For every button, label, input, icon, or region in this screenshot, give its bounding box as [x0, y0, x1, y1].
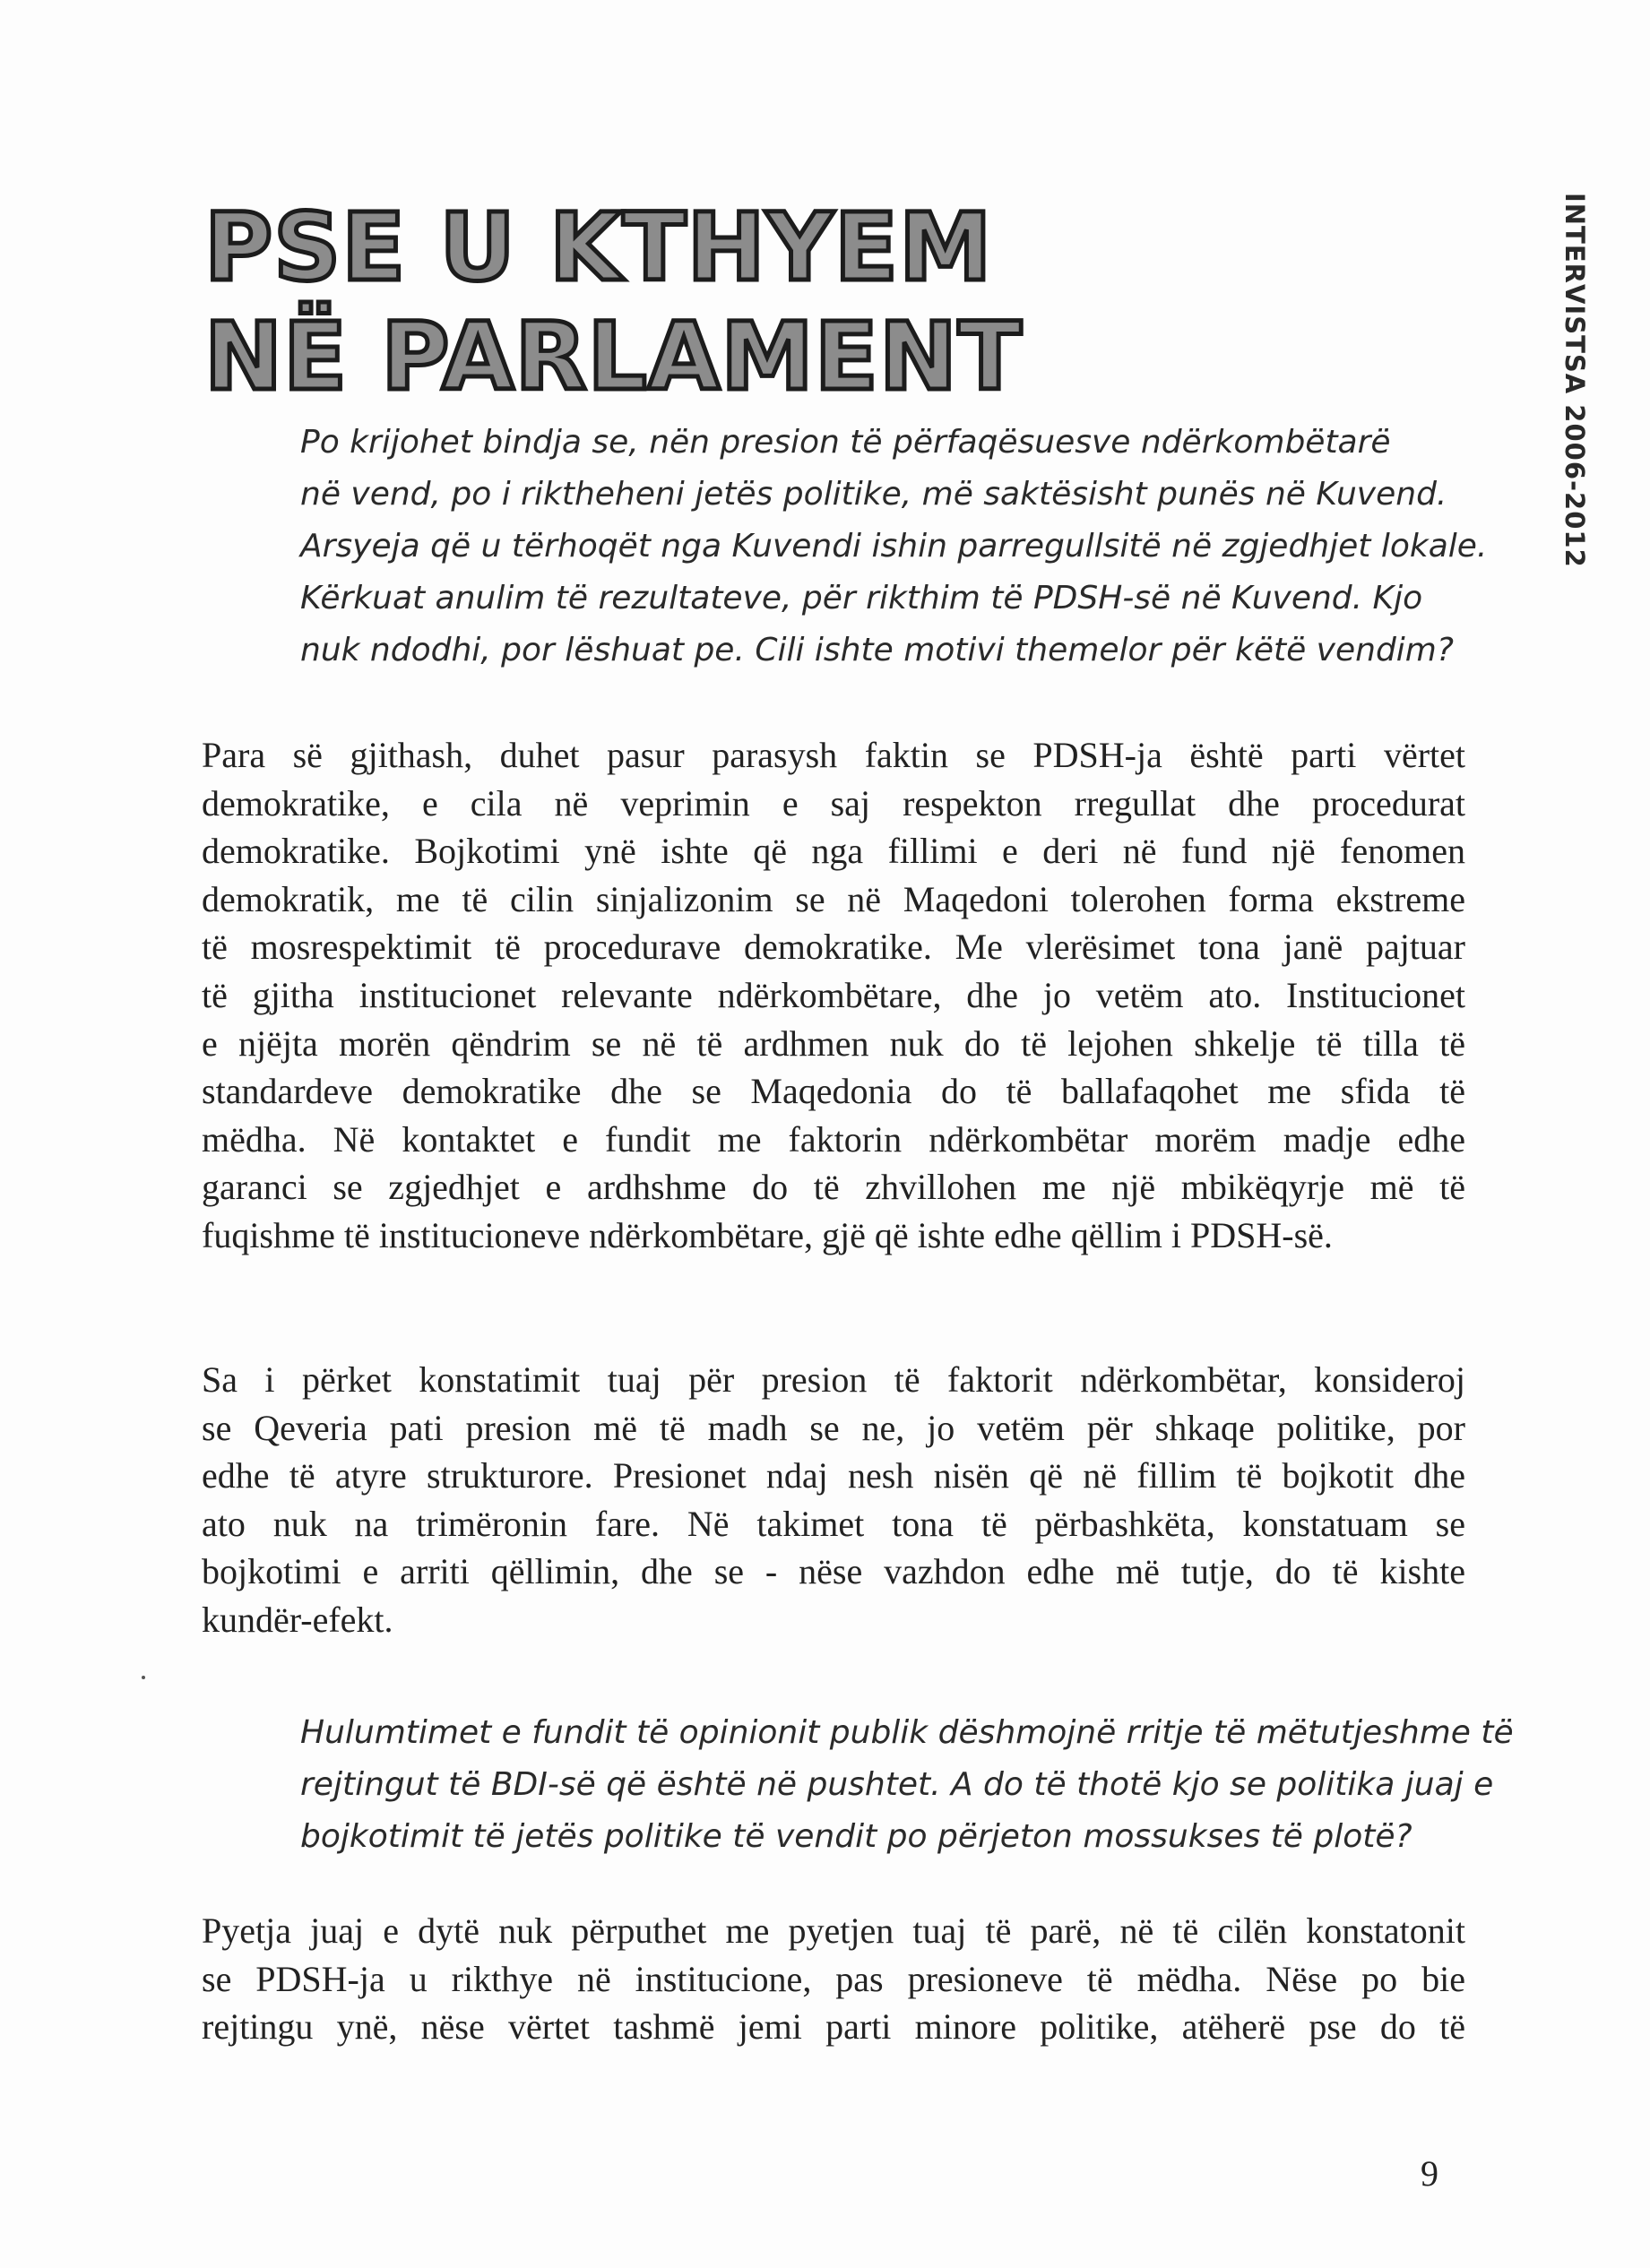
- stray-mark: [142, 1676, 145, 1679]
- answer-line: edhe të atyre strukturore. Presionet ndaj nesh nisën që në fillim të bojkotit dhe: [202, 1455, 1465, 1496]
- question-line: bojkotimit të jetës politike të vendit po përjeton mossukses të plotë?: [300, 1818, 1412, 1855]
- answer-line: kundër-efekt.: [202, 1599, 393, 1640]
- chapter-title-line-2: NË PARLAMENT: [204, 302, 1023, 411]
- interview-question-2: [300, 1707, 1514, 1863]
- answer-line: bojkotimi e arriti qëllimin, dhe se - nëse vazhdon edhe më tutje, do të kishte: [202, 1551, 1465, 1592]
- answer-line: ato nuk na trimëronin fare. Në takimet tona të përbashkëta, konstatuam se: [202, 1503, 1465, 1544]
- chapter-title-line-1: PSE U KTHYEM: [204, 193, 993, 302]
- question-line: Arsyeja që u tërhoqët nga Kuvendi ishin parregullsitë në zgjedhjet lokale.: [300, 528, 1488, 565]
- question-line: nuk ndodhi, por lëshuat pe. Cili ishte motivi themelor për këtë vendim?: [300, 632, 1454, 668]
- answer-line: se Qeveria pati presion më të madh se ne, jo vetëm për shkaqe politike, por: [202, 1407, 1465, 1448]
- interview-answer-3: [202, 1907, 1465, 2051]
- answer-line: standardeve demokratike dhe se Maqedonia do të ballafaqohet me sfida të: [202, 1071, 1465, 1112]
- interview-answer-1: [202, 731, 1465, 1260]
- answer-line: garanci se zgjedhjet e ardhshme do të zhvillohen me një mbikëqyrje më të: [202, 1167, 1465, 1208]
- answer-line: të mosrespektimit të procedurave demokratike. Me vlerësimet tona janë pajtuar: [202, 927, 1465, 968]
- question-line: Kërkuat anulim të rezultateve, për rikthim të PDSH-së në Kuvend. Kjo: [300, 580, 1423, 617]
- question-line: në vend, po i riktheheni jetës politike, më saktësisht punës në Kuvend.: [300, 476, 1447, 513]
- question-line: Po krijohet bindja se, nën presion të përfaqësuesve ndërkombëtarë: [300, 424, 1391, 461]
- question-line: rejtingut të BDI-së që është në pushtet. A do të thotë kjo se politika juaj e: [300, 1766, 1494, 1803]
- interview-answer-2: [202, 1356, 1465, 1644]
- answer-line: fuqishme të institucioneve ndërkombëtare, gjë që ishte edhe qëllim i PDSH-së.: [202, 1214, 1333, 1255]
- answer-line: Sa i përket konstatimit tuaj për presion të faktorit ndërkombëtar, konsideroj: [202, 1359, 1465, 1400]
- chapter-title: [204, 193, 1023, 411]
- question-line: Hulumtimet e fundit të opinionit publik dëshmojnë rritje të mëtutjeshme të: [300, 1714, 1514, 1751]
- answer-line: të gjitha institucionet relevante ndërkombëtare, dhe jo vetëm ato. Institucionet: [202, 974, 1465, 1015]
- answer-line: mëdha. Në kontaktet e fundit me faktorin ndërkombëtar morëm madje edhe: [202, 1118, 1465, 1160]
- answer-line: rejtingu ynë, nëse vërtet tashmë jemi parti minore politike, atëherë pse do të: [202, 2006, 1465, 2048]
- page-number: 9: [1421, 2153, 1438, 2194]
- answer-line: Para së gjithash, duhet pasur parasysh faktin se PDSH-ja është parti vërtet: [202, 735, 1465, 775]
- answer-line: demokratik, me të cilin sinjalizonim se në Maqedoni tolerohen forma ekstreme: [202, 878, 1465, 919]
- answer-line: Pyetja juaj e dytë nuk përputhet me pyetjen tuaj të parë, në të cilën konstatonit: [202, 1910, 1465, 1951]
- interview-question-1: [300, 417, 1488, 677]
- answer-line: e njëjta morën qëndrim se në të ardhmen nuk do të lejohen shkelje të tilla të: [202, 1022, 1465, 1064]
- answer-line: demokratike, e cila në veprimin e saj respekton rregullat dhe procedurat: [202, 782, 1465, 824]
- answer-line: demokratike. Bojkotimi ynë ishte që nga fillimi e deri në fund një fenomen: [202, 831, 1465, 872]
- answer-line: se PDSH-ja u rikthye në institucione, pas presioneve të mëdha. Nëse po bie: [202, 1958, 1465, 1999]
- running-header-vertical: INTERVISTSA 2006-2012: [1559, 193, 1590, 568]
